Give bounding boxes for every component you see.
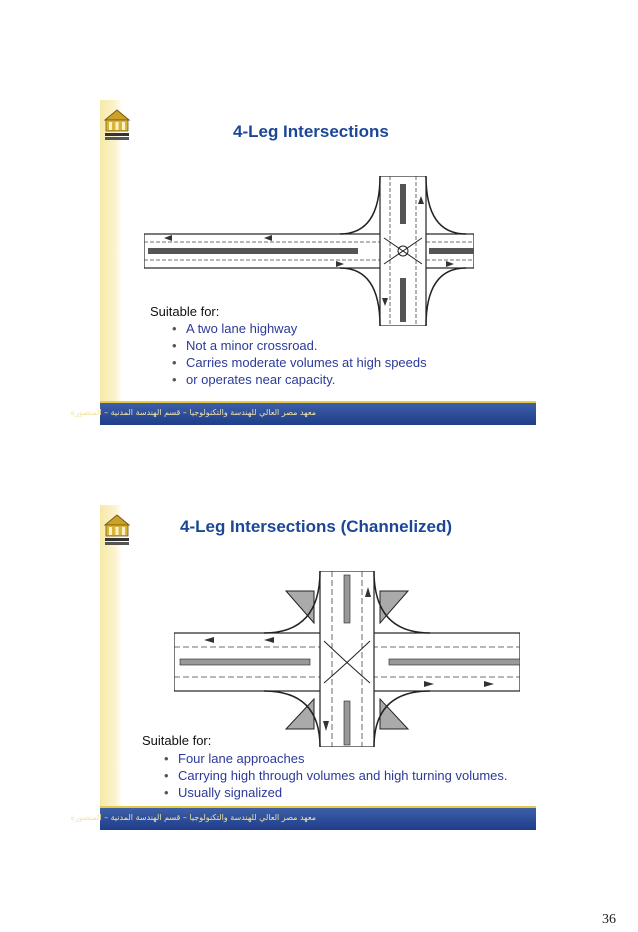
list-item: • Usually signalized [164, 784, 508, 801]
list-item: • Four lane approaches [164, 750, 508, 767]
footer-text: معهد مصر العالي للهندسة والتكنولوجيا – قسم الهندسة المدنية – المنصورة [70, 813, 316, 822]
slide-footer [70, 401, 536, 425]
slide-sidebar [100, 100, 122, 403]
institute-logo-icon [103, 511, 131, 547]
slide-1 [70, 100, 536, 425]
footer-text: معهد مصر العالي للهندسة والتكنولوجيا – قسم الهندسة المدنية – المنصورة [70, 408, 316, 417]
list-item: • Not a minor crossroad. [172, 337, 427, 354]
list-item: • or operates near capacity. [172, 371, 427, 388]
bullet-list [164, 750, 508, 801]
suitable-for-label: Suitable for: [150, 304, 220, 319]
slide-sidebar [100, 505, 122, 808]
slide-title: 4-Leg Intersections [233, 122, 389, 141]
slide-2 [70, 505, 536, 830]
institute-logo-icon [103, 106, 131, 142]
slide-footer [70, 806, 536, 830]
list-item: • Carrying high through volumes and high turning volumes. [164, 767, 508, 784]
bullet-list [172, 320, 427, 388]
page-number: 36 [602, 912, 616, 927]
channelized-intersection-diagram [174, 571, 520, 747]
slide-title: 4-Leg Intersections (Channelized) [180, 517, 453, 536]
list-item: • Carries moderate volumes at high speeds [172, 354, 427, 371]
suitable-for-label: Suitable for: [142, 733, 212, 748]
list-item: • A two lane highway [172, 320, 427, 337]
